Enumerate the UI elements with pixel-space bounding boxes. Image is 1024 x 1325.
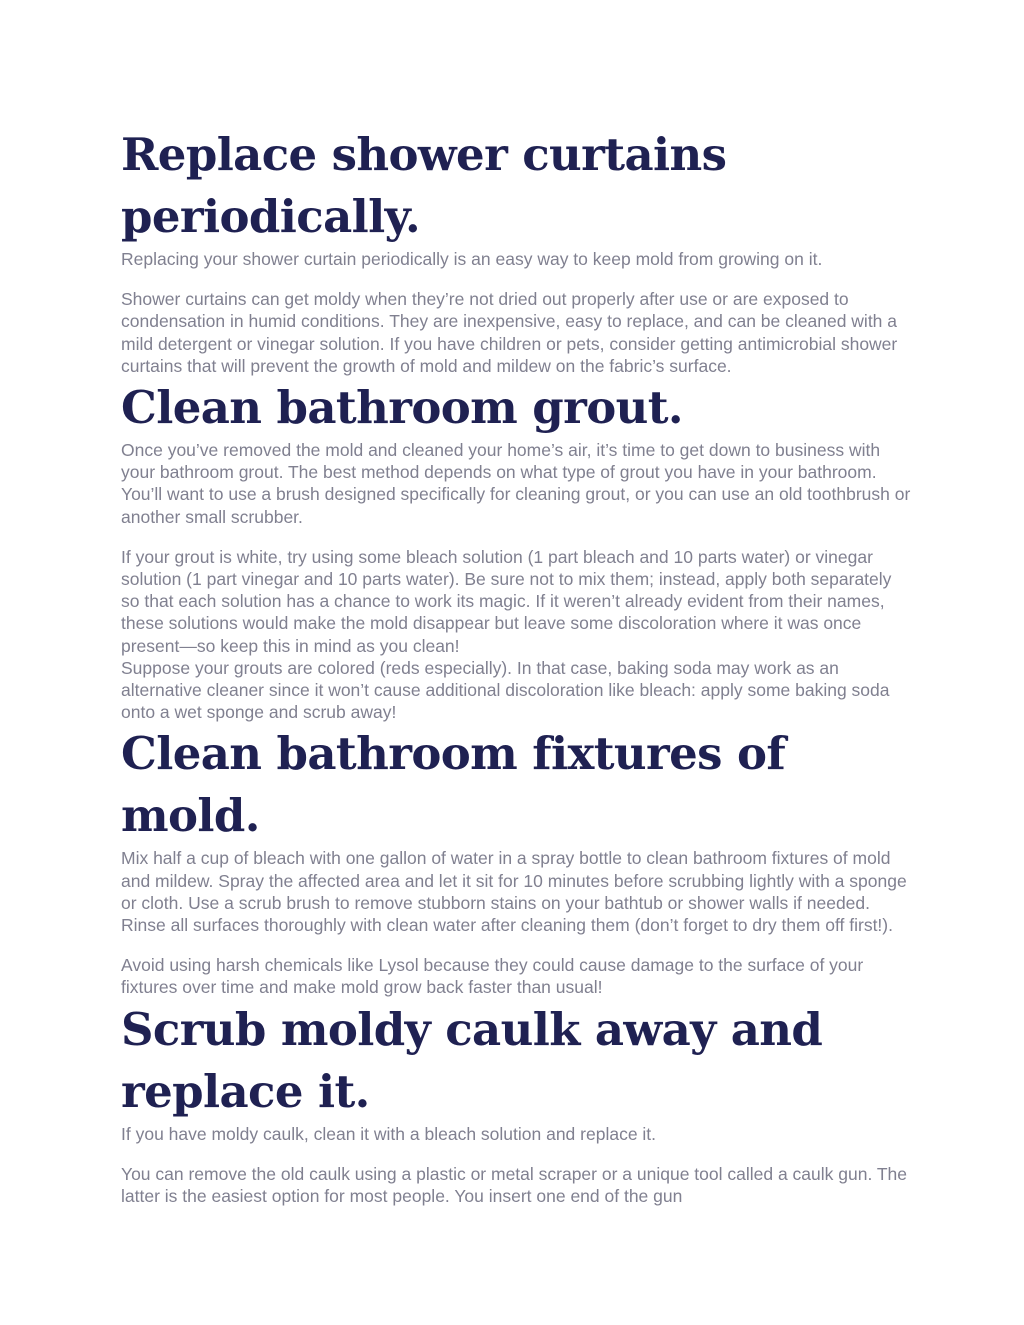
section-paragraph: Avoid using harsh chemicals like Lysol because they could cause damage to the surface of your fixtures over time and make mold grow back faster than usual! — [121, 955, 864, 998]
document-page — [121, 124, 911, 1207]
section-heading: Replace shower curtains periodically. — [121, 128, 727, 243]
section-heading: Clean bathroom grout. — [121, 381, 683, 435]
section-paragraph: Mix half a cup of bleach with one gallon of water in a spray bottle to clean bathroom fixtures of mold and mildew. Spray the affected area and let it sit for 10 minutes before scrubbing lightly with a sponge or cloth. Use a scrub brush to remove stubborn stains on your bathtub or shower walls if needed. Rinse all surfaces thoroughly with clean water after cleaning them (don’t forget to dry them off first!). — [121, 848, 907, 936]
section-paragraph: Replacing your shower curtain periodically is an easy way to keep mold from growing on it. — [121, 249, 823, 269]
section-moldy-caulk — [121, 999, 911, 1208]
section-paragraph: Once you’ve removed the mold and cleaned your home’s air, it’s time to get down to business with your bathroom grout. The best method depends on what type of grout you have in your bathroom. You’ll want to use a brush designed specifically for cleaning grout, or you can use an old toothbrush or another small scrubber. — [121, 440, 911, 527]
section-paragraph: Shower curtains can get moldy when they’re not dried out properly after use or are exposed to condensation in humid conditions. They are inexpensive, easy to replace, and can be cleaned with a mild detergent or vinegar solution. If you have children or pets, consider getting antimicrobial shower curtains that will prevent the growth of mold and mildew on the fabric’s surface. — [121, 289, 898, 376]
section-heading: Scrub moldy caulk away and replace it. — [121, 1002, 823, 1118]
section-paragraph: If you have moldy caulk, clean it with a bleach solution and replace it. — [121, 1123, 657, 1144]
section-paragraph: You can remove the old caulk using a plastic or metal scraper or a unique tool called a caulk gun. The latter is the easiest option for most people. You insert one end of the gun — [121, 1163, 908, 1207]
section-paragraph: If your grout is white, try using some bleach solution (1 part bleach and 10 parts water) or vinegar solution (1 part vinegar and 10 parts water). Be sure not to mix them; instead, apply both separately so that each solution has a chance to work its magic. If it weren’t already evident from their names, these solutions would make the mold disappear but leave some discoloration where it was once present—so keep this in mind as you clean! — [121, 546, 892, 656]
section-bathroom-grout — [121, 377, 911, 723]
section-heading: Clean bathroom fixtures of mold. — [121, 727, 786, 843]
section-shower-curtains — [121, 124, 911, 377]
section-paragraph: Suppose your grouts are colored (reds especially). In that case, baking soda may work as an alternative cleaner since it won’t cause additional discoloration like bleach: apply some baking soda onto a wet sponge and scrub away! — [121, 657, 890, 723]
section-bathroom-fixtures — [121, 723, 911, 998]
